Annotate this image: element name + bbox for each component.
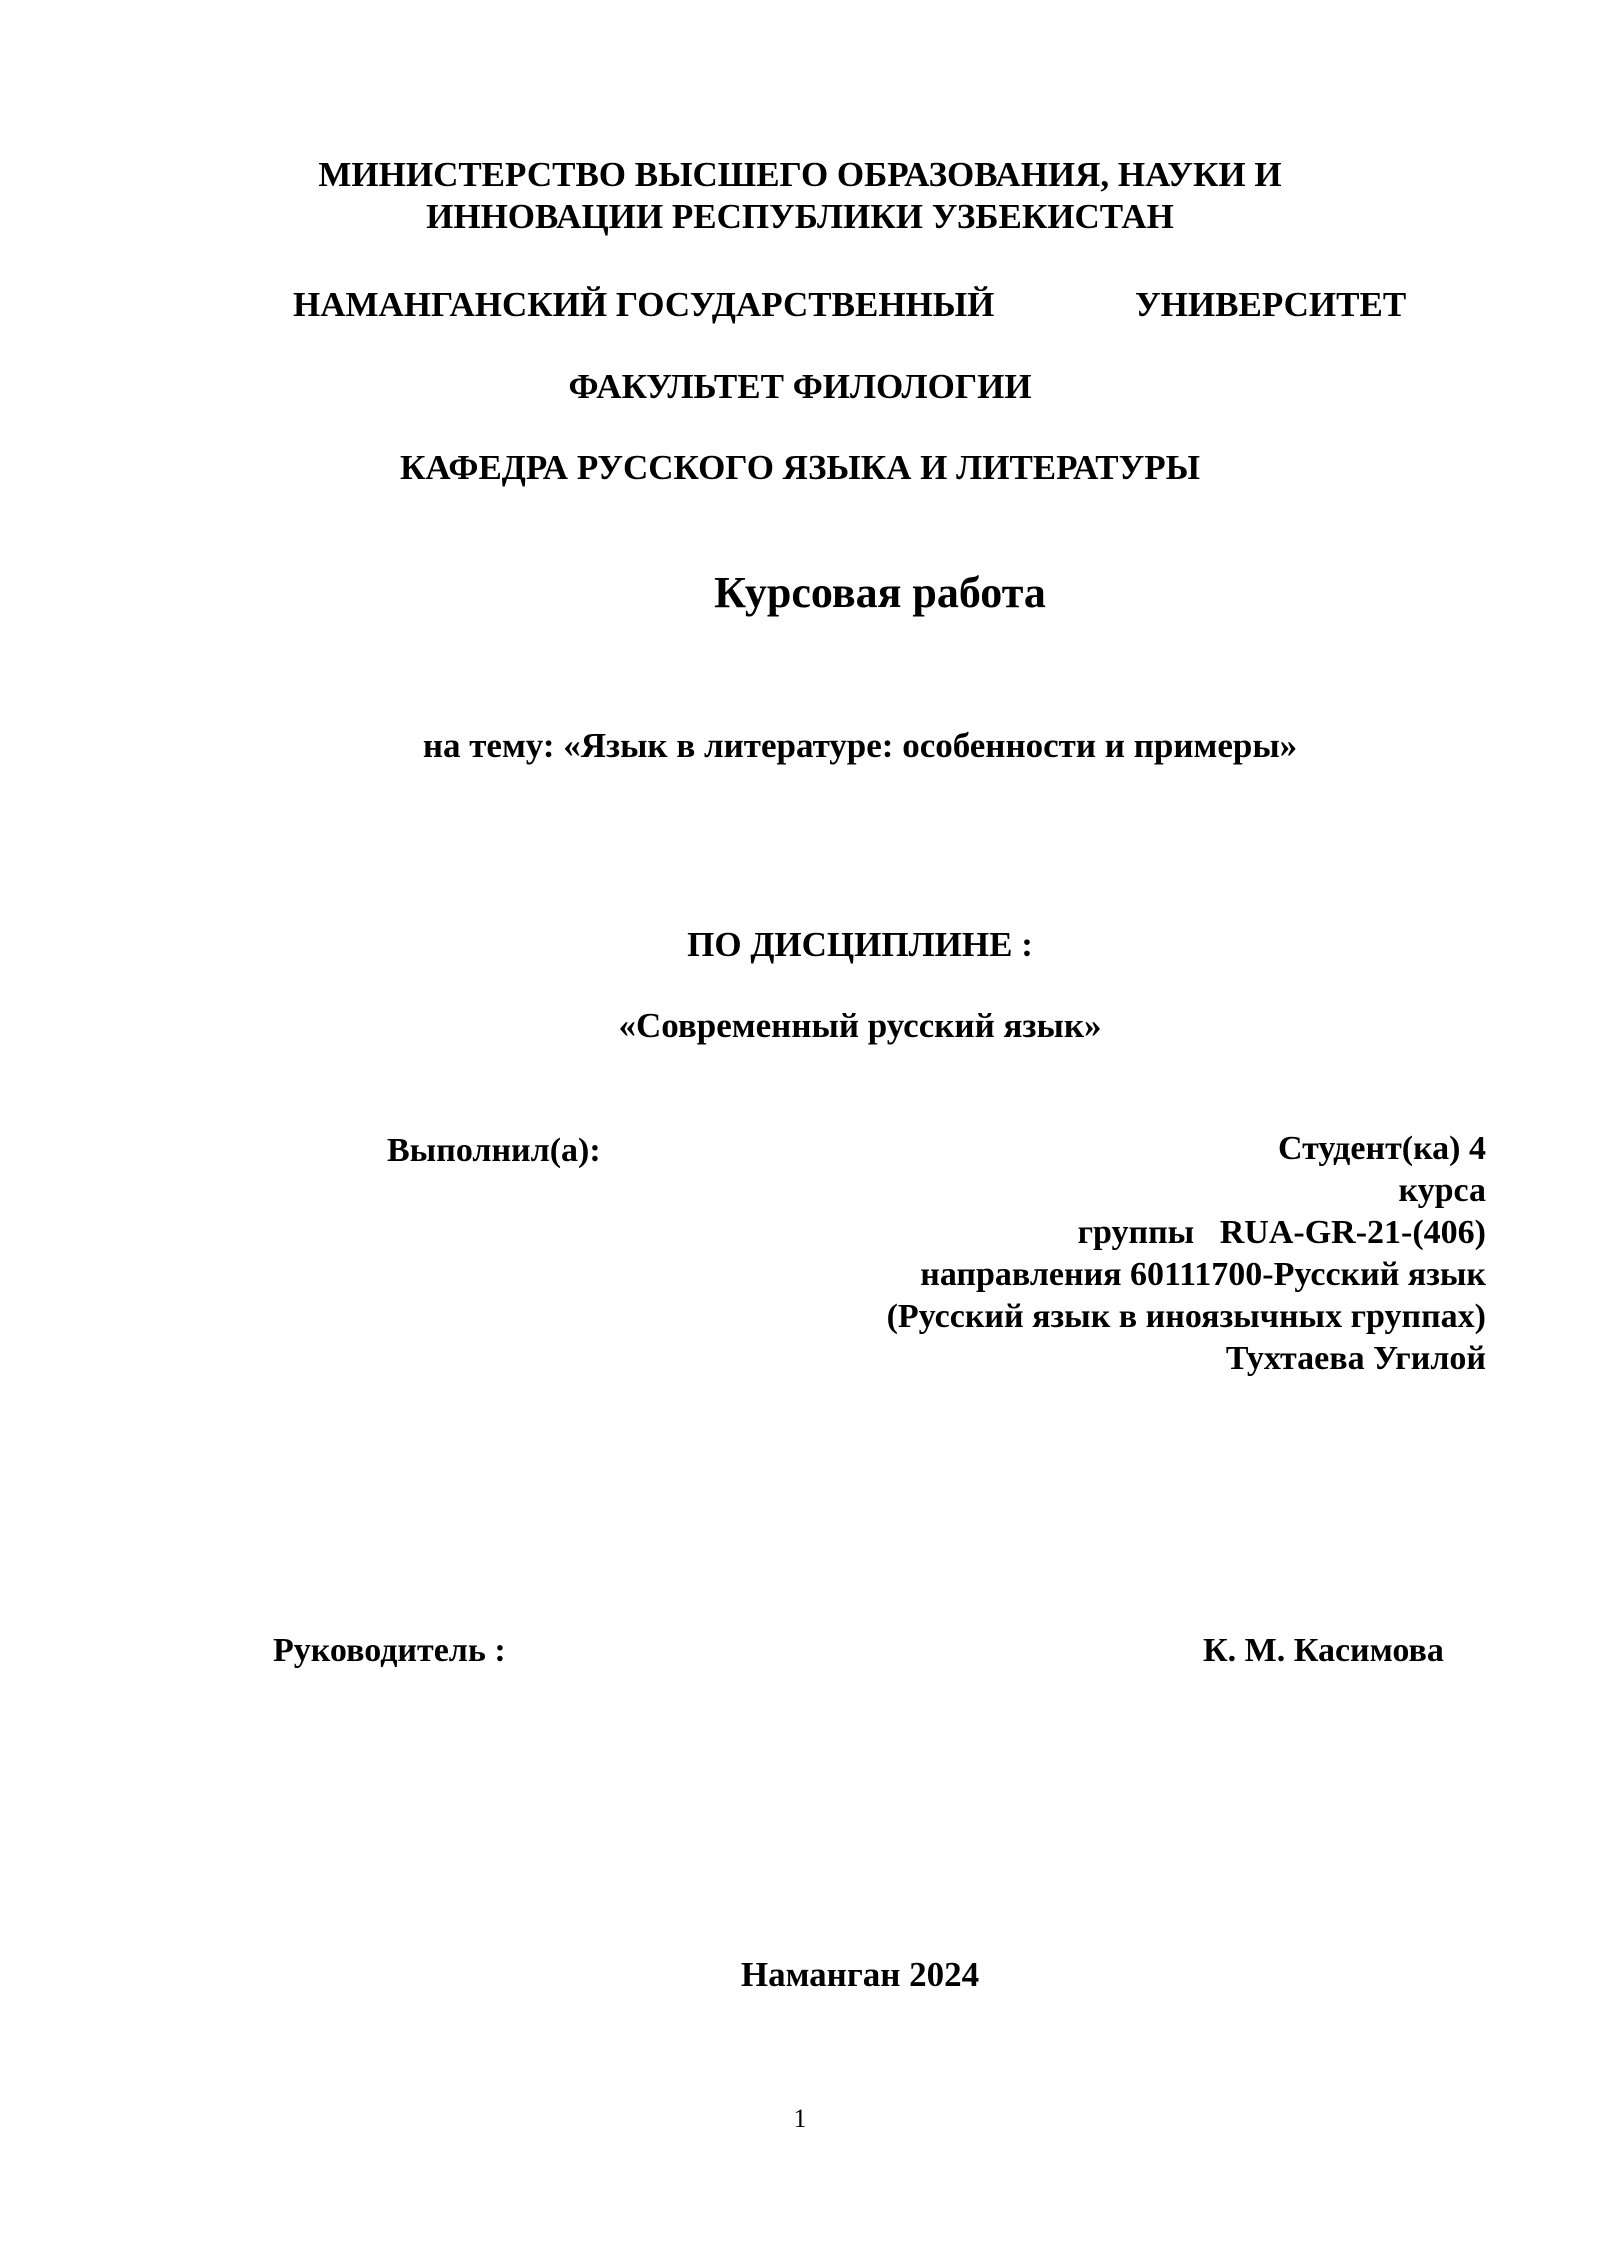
discipline-label: ПО ДИСЦИПЛИНЕ : [687, 925, 1033, 964]
department-name: КАФЕДРА РУССКОГО ЯЗЫКА И ЛИТЕРАТУРЫ [399, 448, 1201, 487]
page-number: 1 [793, 2104, 807, 2133]
university-name-part-2: УНИВЕРСИТЕТ [1135, 285, 1407, 324]
author-line: направления 60111700-Русский язык [920, 1256, 1486, 1293]
ministry-line-2: ИННОВАЦИИ РЕСПУБЛИКИ УЗБЕКИСТАН [426, 197, 1174, 236]
city-year: Наманган 2024 [740, 1955, 980, 1994]
author-line: Тухтаева Угилой [1225, 1340, 1486, 1377]
author-line: группы RUA-GR-21-(406) [1077, 1214, 1486, 1251]
author-line: курса [1398, 1172, 1486, 1209]
supervisor-label: Руководитель : [273, 1632, 506, 1669]
ministry-line-1: МИНИСТЕРСТВО ВЫСШЕГО ОБРАЗОВАНИЯ, НАУКИ И [318, 155, 1282, 194]
work-type-title: Курсовая работа [714, 568, 1046, 617]
university-name-part-1: НАМАНГАНСКИЙ ГОСУДАРСТВЕННЫЙ [293, 285, 995, 324]
author-details [887, 1128, 1486, 1380]
supervisor-name: К. М. Касимова [1203, 1632, 1444, 1669]
work-topic: на тему: «Язык в литературе: особенности и примеры» [422, 726, 1298, 765]
author-label: Выполнил(а): [387, 1132, 601, 1169]
author-line: Студент(ка) 4 [1277, 1130, 1486, 1167]
discipline-name: «Современный русский язык» [618, 1006, 1102, 1045]
author-line: (Русский язык в иноязычных группах) [886, 1298, 1486, 1335]
faculty-name: ФАКУЛЬТЕТ ФИЛОЛОГИИ [568, 367, 1032, 406]
